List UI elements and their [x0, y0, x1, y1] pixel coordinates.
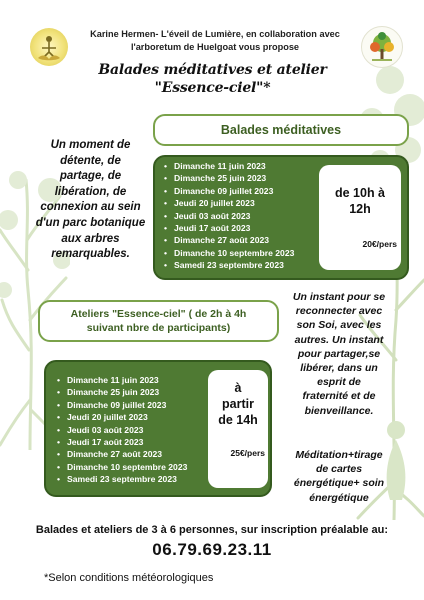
balades-time-line-1: de 10h à: [334, 186, 386, 200]
ateliers-price: 25€/pers: [230, 448, 265, 458]
ateliers-time-line-3: de 14h: [218, 413, 258, 427]
balades-label: Balades méditatives: [220, 123, 342, 137]
list-item: • Dimanche 10 septembre 2023: [163, 247, 294, 259]
blurb-right-line: pour partager,se: [297, 347, 381, 360]
list-item: • Samedi 23 septembre 2023: [56, 473, 187, 485]
blurb-right-services: [280, 448, 398, 505]
blurb-right-line: Un instant pour se: [292, 291, 386, 303]
balades-time-line-2: 12h: [349, 202, 371, 216]
list-item: • Dimanche 27 août 2023: [56, 448, 187, 460]
list-item: • Dimanche 25 juin 2023: [56, 386, 187, 398]
blurb-right-line: son Soi, avec les: [296, 319, 382, 332]
blurb-right-line: fraternité et de: [302, 390, 376, 403]
blurb-right-line: autres. Un instant: [294, 333, 384, 346]
blurb-right: [280, 290, 398, 418]
blurb-left-line: remarquables.: [51, 248, 130, 261]
list-item: • Jeudi 20 juillet 2023: [56, 411, 187, 423]
page-title-line-2: "Essence-ciel"*: [154, 80, 271, 96]
ateliers-time-line-2: partir: [222, 397, 254, 411]
blurb-left-line: détente, de: [60, 154, 121, 167]
balades-dates-box: [153, 155, 409, 280]
list-item: • Dimanche 11 juin 2023: [56, 374, 187, 386]
list-item: • Jeudi 17 août 2023: [56, 436, 187, 448]
list-item: • Jeudi 17 août 2023: [163, 222, 294, 234]
list-item: • Dimanche 25 juin 2023: [163, 172, 294, 184]
list-item: • Dimanche 27 août 2023: [163, 234, 294, 246]
blurb-left-line: d'un parc botanique: [35, 216, 146, 229]
blurb-left-line: connexion au sein: [40, 201, 141, 214]
ateliers-dates-box: [44, 360, 272, 497]
balades-date-list: [163, 160, 294, 272]
list-item: • Samedi 23 septembre 2023: [163, 259, 294, 271]
balades-price: 20€/pers: [362, 239, 397, 249]
balades-time: [319, 185, 401, 217]
ateliers-time-panel: [208, 370, 268, 488]
list-item: • Jeudi 03 août 2023: [163, 210, 294, 222]
blurb-left-line: partage, de: [59, 170, 122, 183]
blurb-right-services-line: Méditation+tirage: [295, 449, 383, 461]
list-item: • Dimanche 09 juillet 2023: [163, 185, 294, 197]
arboretum-tree-logo: [361, 26, 403, 68]
blurb-left-line: aux arbres: [61, 232, 120, 245]
ateliers-label-line-1: Ateliers "Essence-ciel" ( de 2h à 4h: [70, 308, 247, 320]
header-line-1: Karine Hermen- L'éveil de Lumière, en collaboration avec: [90, 29, 340, 39]
list-item: • Dimanche 11 juin 2023: [163, 160, 294, 172]
list-item: • Dimanche 10 septembre 2023: [56, 461, 187, 473]
blurb-right-line: reconnecter avec: [295, 305, 383, 318]
blurb-left: [28, 138, 153, 263]
header-line-2: l'arboretum de Huelgoat vous propose: [130, 42, 300, 52]
blurb-right-line: bienveillance.: [304, 404, 374, 417]
balades-label-box: [153, 114, 409, 146]
ateliers-date-list: [56, 374, 187, 486]
list-item: • Jeudi 03 août 2023: [56, 424, 187, 436]
footnote: *Selon conditions météorologiques: [44, 572, 214, 584]
footer-info: Balades et ateliers de 3 à 6 personnes, sur inscription préalable au:: [35, 524, 389, 536]
blurb-left-line: Un moment de: [50, 139, 131, 151]
list-item: • Dimanche 09 juillet 2023: [56, 399, 187, 411]
blurb-right-services-line: énergétique+ soin: [293, 477, 385, 490]
header-text: [80, 28, 350, 54]
blurb-right-line: esprit de: [317, 376, 361, 389]
balades-time-panel: [319, 165, 401, 270]
ateliers-time: [208, 380, 268, 428]
ateliers-time-line-1: à: [234, 381, 242, 395]
ateliers-label-box: [38, 300, 279, 342]
phone-number[interactable]: 06.79.69.23.11: [152, 540, 272, 559]
blurb-right-services-line: de cartes: [315, 463, 363, 476]
page-title-line-1: Balades méditatives et atelier: [98, 62, 327, 78]
blurb-right-line: libérer, dans un: [300, 362, 378, 375]
blurb-right-services-line: énergétique: [309, 491, 369, 504]
ateliers-label-line-2: suivant nbre de participants): [86, 322, 231, 334]
list-item: • Jeudi 20 juillet 2023: [163, 197, 294, 209]
blurb-left-line: libération, de: [54, 185, 127, 198]
lotus-meditation-logo: [30, 28, 68, 66]
